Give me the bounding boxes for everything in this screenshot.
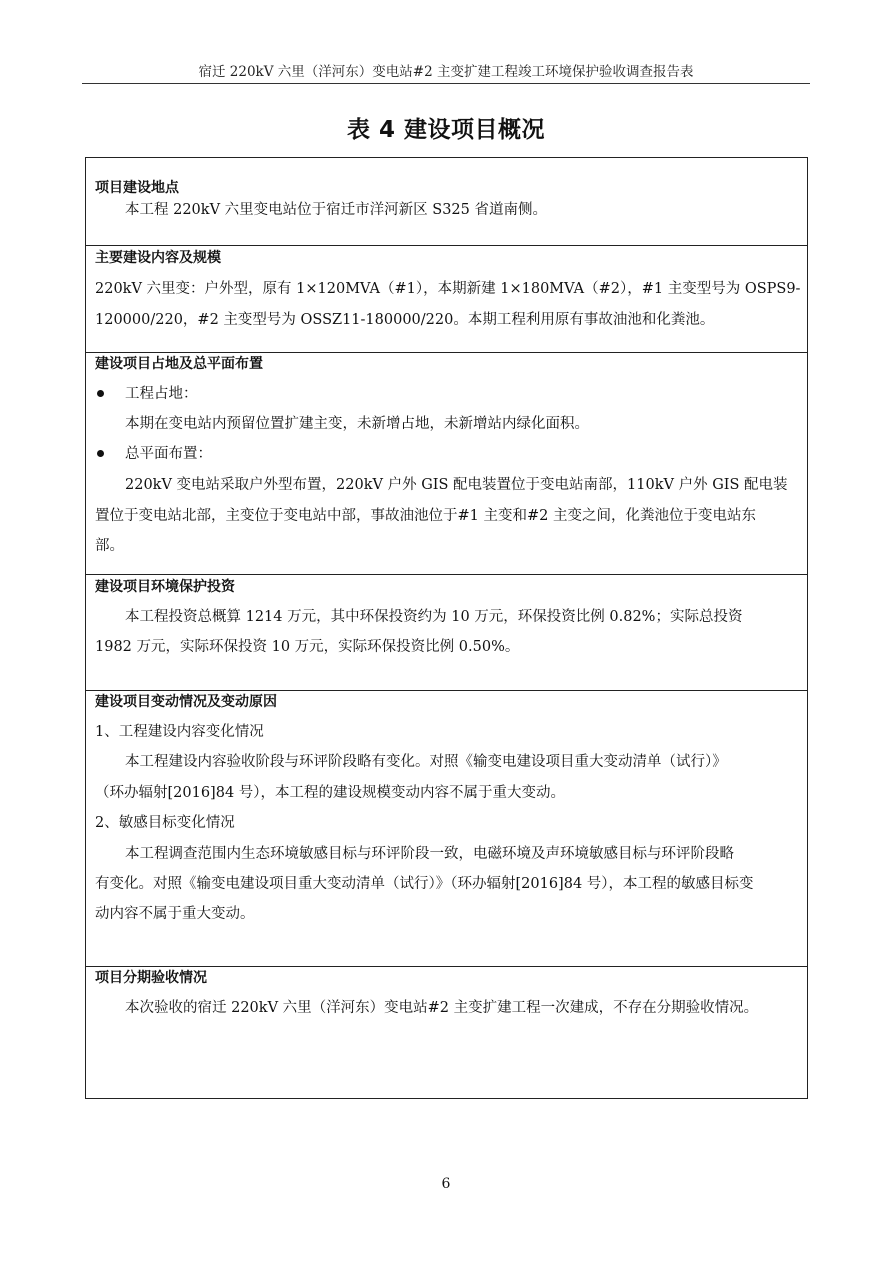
paragraph-line: 本期在变电站内预留位置扩建主变，未新增占地，未新增站内绿化面积。 (125, 416, 589, 432)
paragraph-line: 置位于变电站北部，主变位于变电站中部，事故油池位于#1 主变和#2 主变之间，化粪池位于变电站东 (95, 508, 756, 524)
section-investment (86, 574, 807, 690)
running-header: 宿迁 220kV 六里（洋河东）变电站#2 主变扩建工程竣工环境保护验收调查报告表 (198, 64, 694, 80)
paragraph-line: 120000/220，#2 主变型号为 OSSZ11-180000/220。本期工程利用原有事故油池和化粪池。 (95, 312, 715, 328)
section-title: 建设项目变动情况及变动原因 (95, 694, 277, 710)
section-location (86, 158, 807, 245)
bullet-dot (97, 390, 104, 397)
paragraph-line: 本工程建设内容验收阶段与环评阶段略有变化。对照《输变电建设项目重大变动清单（试行）》 (125, 754, 727, 770)
paragraph-line: 220kV 变电站采取户外型布置，220kV 户外 GIS 配电装置位于变电站南部，110kV 户外 GIS 配电装 (125, 477, 788, 493)
paragraph-line: （环办辐射[2016]84 号），本工程的建设规模变动内容不属于重大变动。 (95, 785, 566, 801)
section-title: 建设项目占地及总平面布置 (95, 356, 263, 372)
section-content (86, 245, 807, 352)
paragraph-line: 本工程 220kV 六里变电站位于宿迁市洋河新区 S325 省道南侧。 (125, 202, 547, 218)
bullet-dot (97, 450, 104, 457)
paragraph-line: 本工程调查范围内生态环境敏感目标与环评阶段一致，电磁环境及声环境敏感目标与环评阶段略 (125, 846, 734, 862)
section-changes (86, 690, 807, 966)
paragraph-line: 220kV 六里变：户外型，原有 1×120MVA（#1），本期新建 1×180MVA（#2），#1 主变型号为 OSPS9- (95, 281, 801, 297)
paragraph-line: 部。 (95, 538, 124, 554)
paragraph-line: 本次验收的宿迁 220kV 六里（洋河东）变电站#2 主变扩建工程一次建成，不存在分期验收情况。 (125, 1000, 759, 1016)
paragraph-line: 本工程投资总概算 1214 万元，其中环保投资约为 10 万元，环保投资比例 0.82%；实际总投资 (125, 609, 743, 625)
header-rule (82, 83, 810, 84)
subheading: 1、工程建设内容变化情况 (95, 724, 264, 740)
subheading: 2、敏感目标变化情况 (95, 815, 235, 831)
paragraph-line: 有变化。对照《输变电建设项目重大变动清单（试行）》（环办辐射[2016]84 号），本工程的敏感目标变 (95, 876, 754, 892)
page-title: 表 4 建设项目概况 (346, 117, 546, 143)
section-title: 建设项目环境保护投资 (95, 579, 235, 595)
bullet-label: 工程占地： (125, 386, 198, 402)
paragraph-line: 动内容不属于重大变动。 (95, 906, 255, 922)
section-title: 主要建设内容及规模 (95, 250, 221, 266)
section-layout (86, 352, 807, 574)
section-phased (86, 966, 807, 1099)
page-number: 6 (441, 1176, 451, 1192)
section-title: 项目建设地点 (95, 180, 179, 196)
section-title: 项目分期验收情况 (95, 970, 207, 986)
bullet-label: 总平面布置： (125, 446, 212, 462)
report-table (85, 157, 808, 1099)
paragraph-line: 1982 万元，实际环保投资 10 万元，实际环保投资比例 0.50%。 (95, 639, 520, 655)
